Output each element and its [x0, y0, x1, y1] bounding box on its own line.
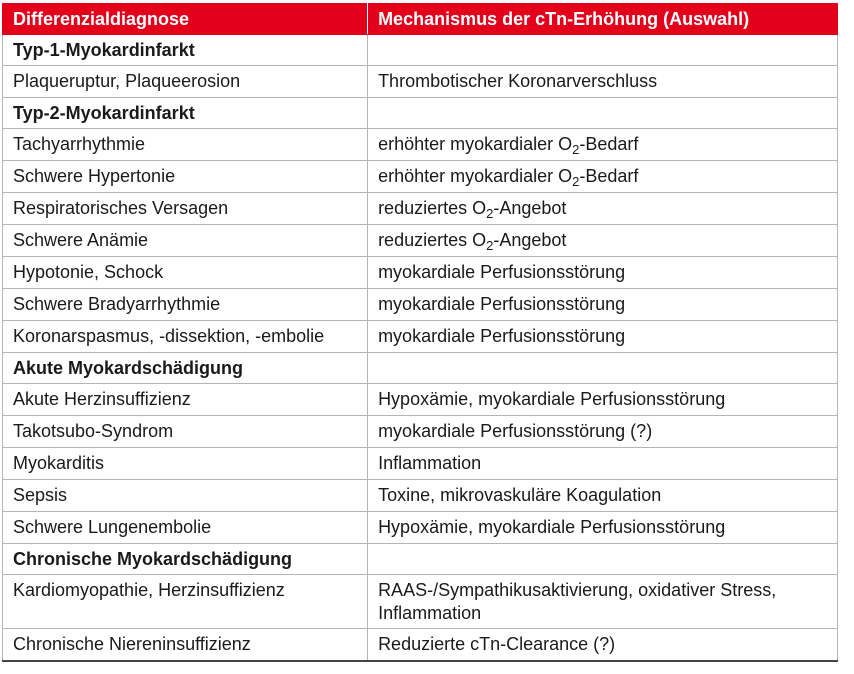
diagnosis-cell: Plaqueruptur, Plaqueerosion	[3, 66, 368, 98]
diagnosis-cell: Kardiomyopathie, Herzinsuffizienz	[3, 575, 368, 629]
table-row	[3, 129, 838, 161]
subscript: 2	[486, 238, 494, 253]
diagnosis-cell: Sepsis	[3, 480, 368, 512]
section-row	[3, 35, 838, 66]
mechanism-text: reduziertes O	[378, 198, 487, 218]
mechanism-text: erhöhter myokardialer O	[378, 134, 573, 154]
subscript: 2	[572, 142, 580, 157]
mechanism-text: -Angebot	[493, 230, 567, 250]
diagnosis-cell: Takotsubo-Syndrom	[3, 416, 368, 448]
section-title: Akute Myokardschädigung	[3, 353, 368, 384]
table-row	[3, 416, 838, 448]
table-row	[3, 161, 838, 193]
mechanism-line: Inflammation	[378, 603, 482, 623]
table-row	[3, 193, 838, 225]
mechanism-cell	[368, 161, 838, 193]
mechanism-text: erhöhter myokardialer O	[378, 166, 573, 186]
diagnosis-cell: Koronarspasmus, -dissektion, -embolie	[3, 321, 368, 353]
diagnosis-cell: Schwere Hypertonie	[3, 161, 368, 193]
table-row	[3, 512, 838, 544]
section-title: Typ-1-Myokardinfarkt	[3, 35, 368, 66]
table-row	[3, 289, 838, 321]
mechanism-cell	[368, 98, 838, 129]
diagnosis-cell: Schwere Bradyarrhythmie	[3, 289, 368, 321]
mechanism-cell: Thrombotischer Koronarverschluss	[368, 66, 838, 98]
mechanism-cell	[368, 544, 838, 575]
mechanism-cell: Hypoxämie, myokardiale Perfusionsstörung	[368, 384, 838, 416]
table-row	[3, 480, 838, 512]
mechanism-line: RAAS-/Sympathikusaktivierung, oxidativer Stress,	[378, 580, 777, 600]
mechanism-cell	[368, 353, 838, 384]
diagnosis-cell: Hypotonie, Schock	[3, 257, 368, 289]
diagnosis-cell: Akute Herzinsuffizienz	[3, 384, 368, 416]
mechanism-text: -Angebot	[493, 198, 567, 218]
mechanism-cell: Hypoxämie, myokardiale Perfusionsstörung	[368, 512, 838, 544]
diagnosis-cell: Schwere Lungenembolie	[3, 512, 368, 544]
table-row	[3, 257, 838, 289]
diagnosis-cell: Chronische Niereninsuffizienz	[3, 629, 368, 662]
table-row	[3, 629, 838, 662]
subscript: 2	[486, 206, 494, 221]
header-differenzialdiagnose: Differenzialdiagnose	[3, 4, 368, 35]
section-row	[3, 353, 838, 384]
mechanism-cell	[368, 193, 838, 225]
table-body	[3, 35, 838, 662]
header-mechanismus: Mechanismus der cTn-Erhöhung (Auswahl)	[368, 4, 838, 35]
mechanism-cell	[368, 225, 838, 257]
diagnosis-cell: Tachyarrhythmie	[3, 129, 368, 161]
differential-diagnosis-table	[2, 3, 838, 662]
diagnosis-cell: Myokarditis	[3, 448, 368, 480]
mechanism-cell: Toxine, mikrovaskuläre Koagulation	[368, 480, 838, 512]
table-row	[3, 575, 838, 629]
table-row	[3, 66, 838, 98]
section-title: Typ-2-Myokardinfarkt	[3, 98, 368, 129]
table-row	[3, 384, 838, 416]
mechanism-text: -Bedarf	[579, 166, 639, 186]
diagnosis-cell: Schwere Anämie	[3, 225, 368, 257]
diagnosis-cell: Respiratorisches Versagen	[3, 193, 368, 225]
table-row	[3, 321, 838, 353]
mechanism-cell: myokardiale Perfusionsstörung	[368, 321, 838, 353]
mechanism-cell	[368, 575, 838, 629]
mechanism-cell: myokardiale Perfusionsstörung	[368, 257, 838, 289]
mechanism-cell	[368, 129, 838, 161]
table-header-row	[3, 4, 838, 35]
table-row	[3, 225, 838, 257]
section-row	[3, 544, 838, 575]
mechanism-cell: Inflammation	[368, 448, 838, 480]
section-title: Chronische Myokardschädigung	[3, 544, 368, 575]
section-row	[3, 98, 838, 129]
mechanism-cell: myokardiale Perfusionsstörung (?)	[368, 416, 838, 448]
mechanism-cell: myokardiale Perfusionsstörung	[368, 289, 838, 321]
mechanism-cell	[368, 35, 838, 66]
mechanism-text: reduziertes O	[378, 230, 487, 250]
subscript: 2	[572, 174, 580, 189]
mechanism-text: -Bedarf	[579, 134, 639, 154]
mechanism-cell: Reduzierte cTn-Clearance (?)	[368, 629, 838, 662]
table-row	[3, 448, 838, 480]
